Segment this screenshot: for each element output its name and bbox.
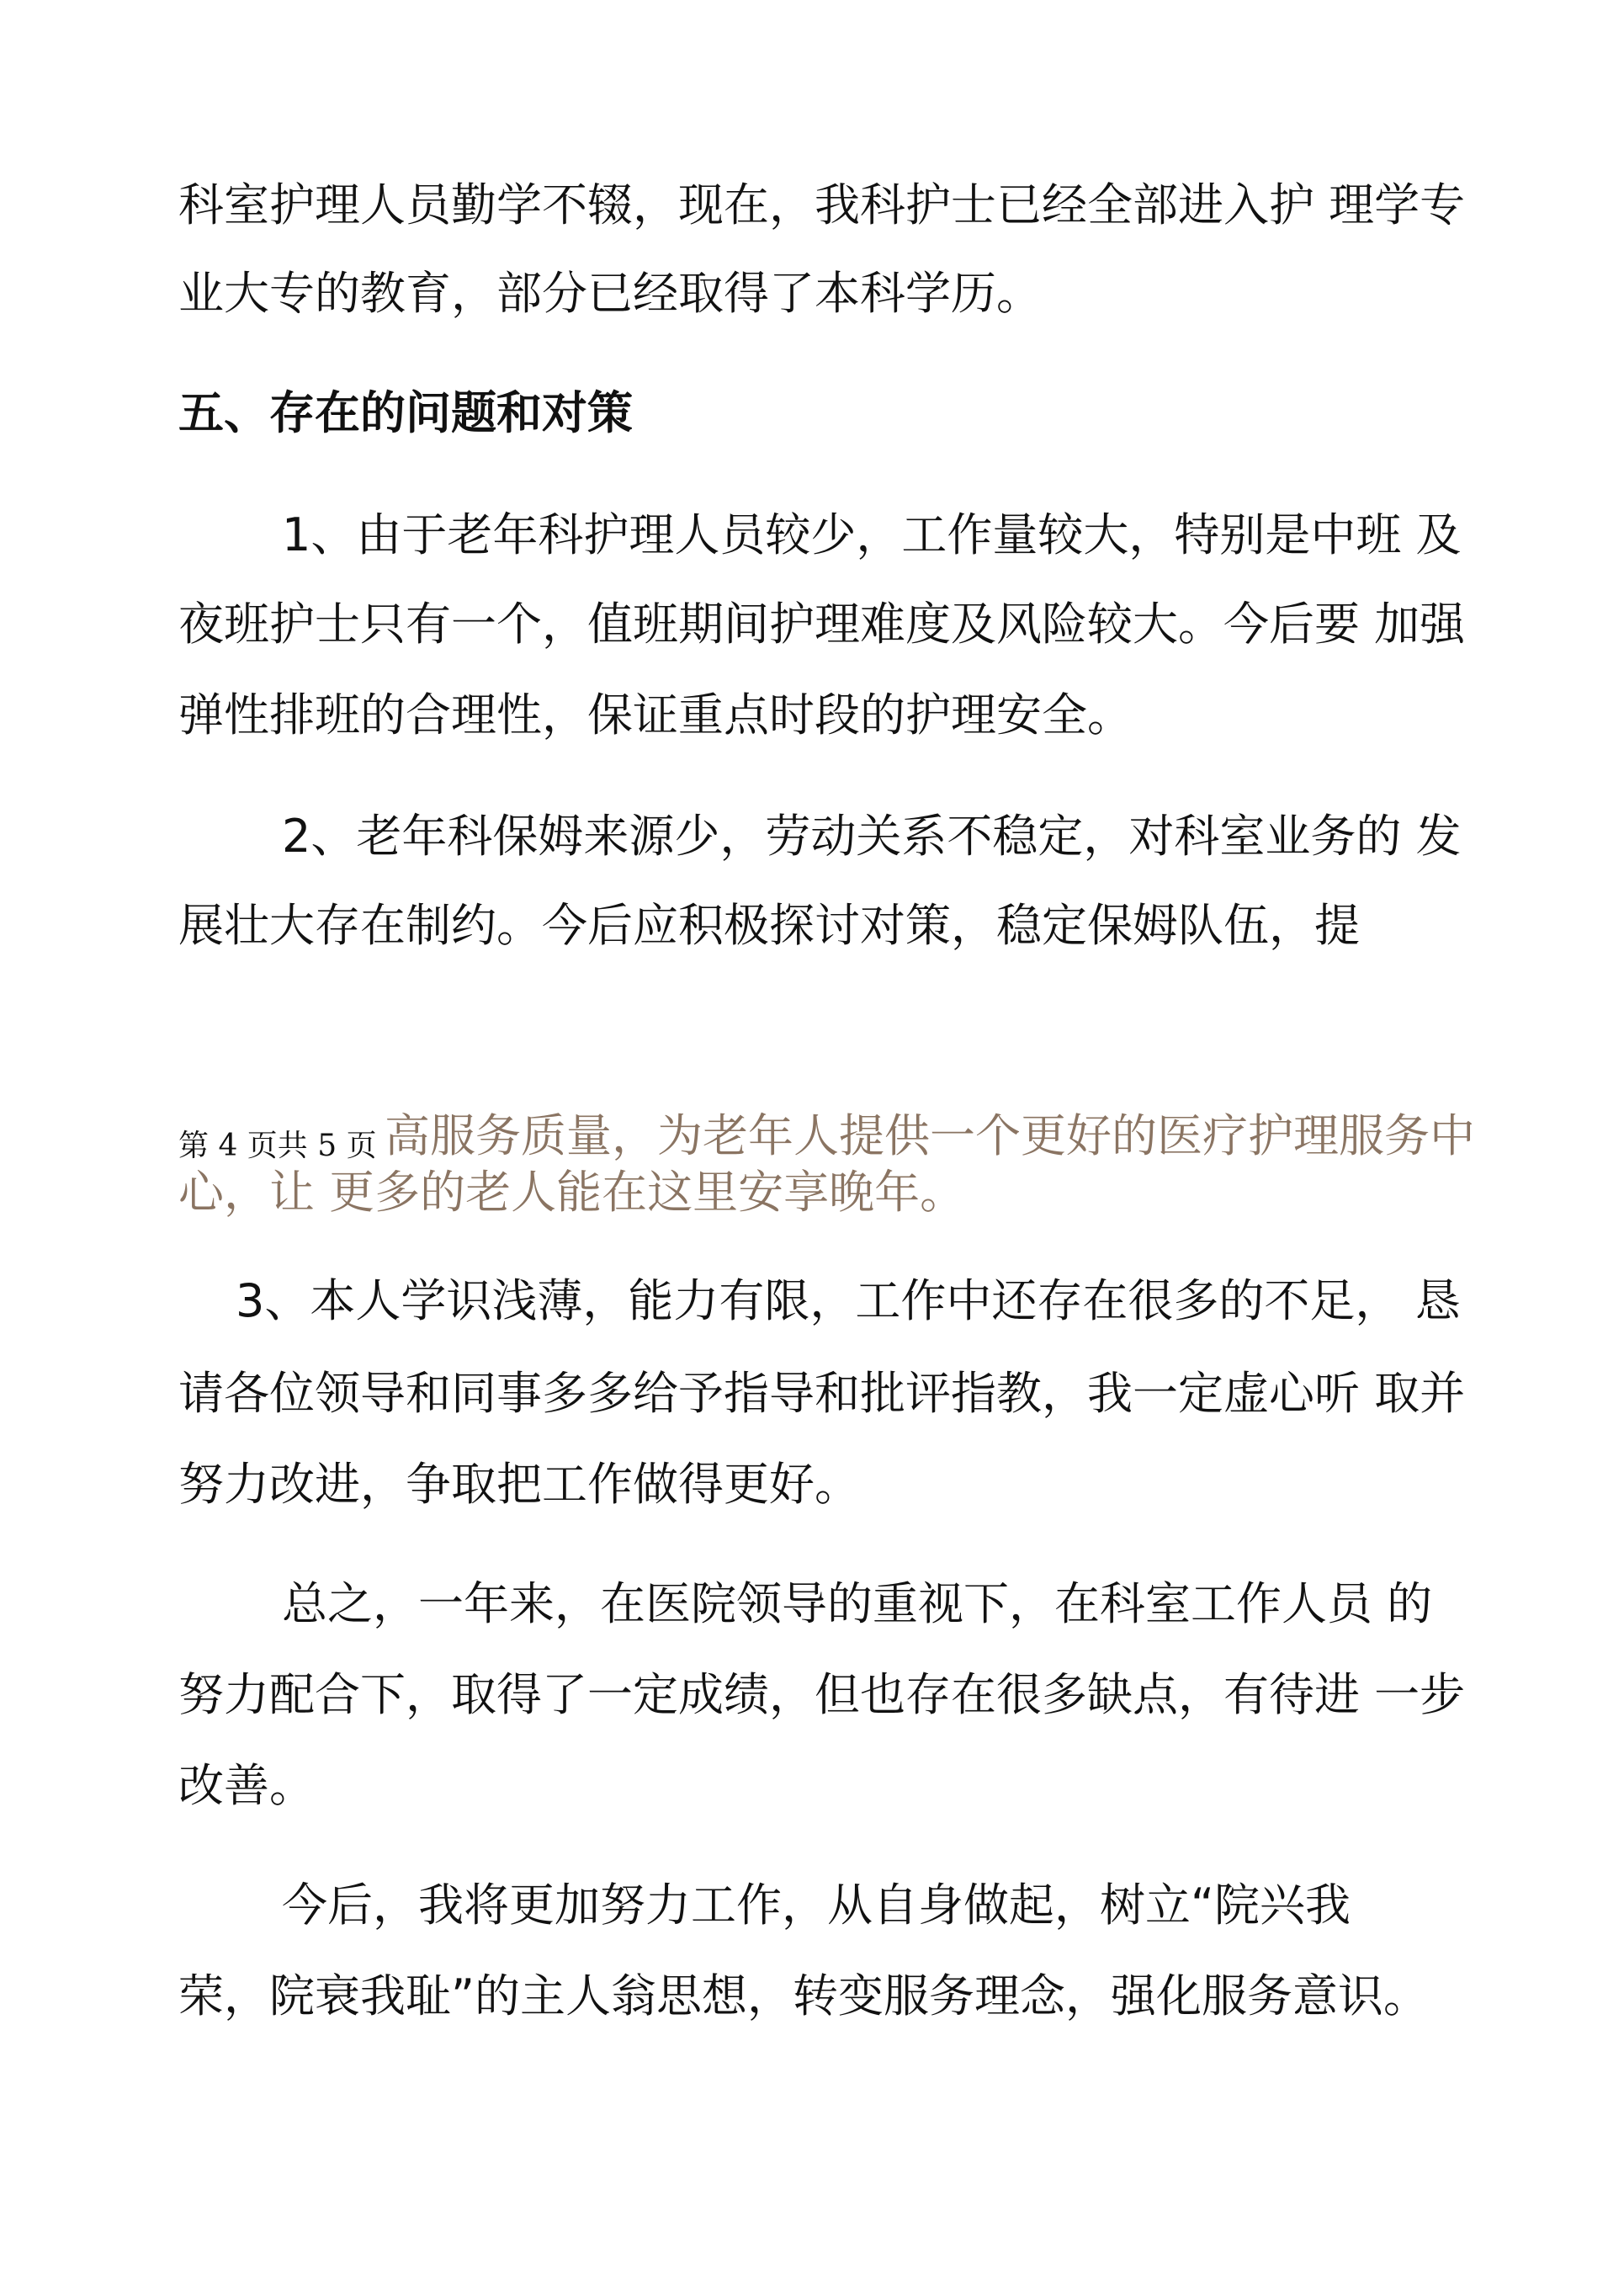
text-line: 总之，一年来，在医院领导的重视下，在科室工作人员 的 — [282, 1577, 1433, 1630]
text-line: 改善。 — [178, 1759, 315, 1812]
text-line: 业大专的教育，部分已经取得了本科学历。 — [178, 267, 1042, 320]
text-line: 1、由于老年科护理人员较少，工作量较大，特别是中班 及 — [282, 508, 1462, 561]
text-line: 2、老年科保姆来源少，劳动关系不稳定，对科室业务的 发 — [282, 810, 1462, 863]
text-line: 今后，我将更加努力工作，从自身做起，树立“院兴我 — [282, 1879, 1351, 1932]
text-line: 荣，院衰我耻”的主人翁思想，转变服务理念，强化服务意识。 — [178, 1969, 1429, 2022]
text-line: 夜班护士只有一个，值班期间护理难度及风险较大。今后要 加强 — [178, 598, 1466, 651]
text-line: 科室护理人员勤学不辍，现在，我科护士已经全部进入护 理学专 — [178, 178, 1466, 231]
text-line: 心，让 更多的老人能在这里安享晚年。 — [178, 1166, 966, 1219]
text-line: 高服务质量，为老年人提供一个更好的医疗护理服务中 — [385, 1109, 1475, 1162]
section-heading: 五、存在的问题和对策 — [178, 386, 633, 439]
text-line: 请各位领导和同事多多给予指导和批评指教，我一定虚心听 取并 — [178, 1367, 1466, 1420]
text-line: 努力改进，争取把工作做得更好。 — [178, 1458, 860, 1511]
text-line: 努力配合下，取得了一定成绩，但也存在很多缺点，有待进 一步 — [178, 1668, 1466, 1721]
page-number-label: 第 4 页共 5 页 — [178, 1129, 377, 1163]
text-line: 展壮大存在制约。今后应积极探讨对策，稳定保姆队伍，提 — [178, 899, 1360, 952]
text-line: 3、本人学识浅薄，能力有限，工作中还存在很多的不足， 恳 — [236, 1274, 1461, 1327]
text-line: 弹性排班的合理性，保证重点时段的护理安全。 — [178, 688, 1133, 741]
